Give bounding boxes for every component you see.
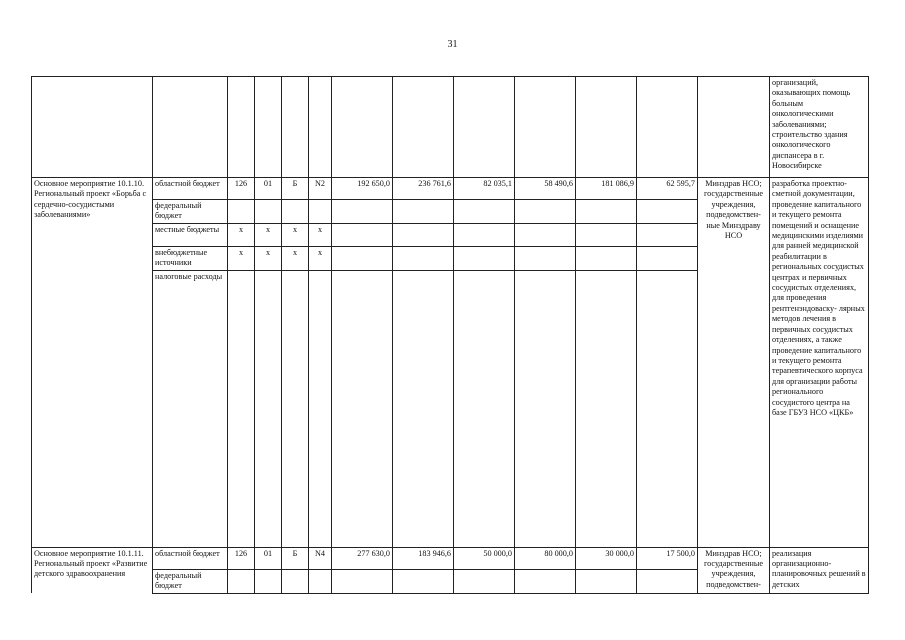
cell-source: областной бюджет [153,547,228,569]
cell-value: 62 595,7 [637,178,698,200]
cell-value [332,569,393,593]
cell-code: x [309,223,332,246]
cell-code: N4 [309,547,332,569]
cell-value: 30 000,0 [576,547,637,569]
cell-code [255,270,282,547]
cell-value: 192 650,0 [332,178,393,200]
table-row-continuation [32,77,869,178]
cell-value [454,569,515,593]
cell-code: 126 [228,547,255,569]
cell-value [332,270,393,547]
cell-value [454,246,515,270]
cell-value [576,200,637,224]
budget-table [31,76,869,594]
cell-code: 01 [255,178,282,200]
cell-measure-name: Основное мероприятие 10.1.11. Региональный проект «Развитие детского здравоохранения [32,547,153,593]
cell-activity: разработка проектно- сметной документации, проведение капитального и текущего ремонта помещений и оснащение медицинскими изделиями для ранней медицинской реабилитации в региональных сосудистых центрах и первичных сосудистых отделениях, для проведения рентгенэндоваску- лярных методов лечения в первичных сосудистых отделениях, а также проведение капитального и текущего ремонта терапевтического корпуса для организации работы регионального сосудистого центра на базе ГБУЗ НСО «ЦКБ» [770,178,869,548]
cell-code [255,200,282,224]
cell-source-empty [153,77,228,178]
cell-value [515,223,576,246]
cell-activity: реализация организационно- планировочных решений в детских [770,547,869,593]
cell-value: 58 490,6 [515,178,576,200]
cell-measure-name: Основное мероприятие 10.1.10. Региональный проект «Борьба с сердечно-сосудистыми заболеваниями» [32,178,153,548]
cell-code-empty [228,77,255,178]
cell-value: 277 630,0 [332,547,393,569]
cell-name-empty [32,77,153,178]
cell-value [454,223,515,246]
cell-activity-continued: организаций, оказывающих помощь больным онкологическими заболеваниями; строительство здания онкологического диспансера в г. Новосибирске [770,77,869,178]
cell-value [637,246,698,270]
cell-value [332,223,393,246]
cell-source: налоговые расходы [153,270,228,547]
table-row-10-1-11-regional [32,547,869,569]
cell-code [282,270,309,547]
cell-value [515,270,576,547]
cell-source: областной бюджет [153,178,228,200]
cell-value [637,223,698,246]
cell-value [576,246,637,270]
cell-value [393,270,454,547]
cell-code: x [228,223,255,246]
cell-value [637,569,698,593]
cell-value-empty [393,77,454,178]
cell-value-empty [637,77,698,178]
cell-value [332,246,393,270]
cell-code: Б [282,547,309,569]
cell-code: x [255,246,282,270]
cell-source: местные бюджеты [153,223,228,246]
cell-value-empty [454,77,515,178]
cell-responsible: Минздрав НСО; государственные учреждения, подведомствен- [698,547,770,593]
cell-value: 82 035,1 [454,178,515,200]
cell-code [309,569,332,593]
cell-code: 126 [228,178,255,200]
cell-source: федеральный бюджет [153,569,228,593]
cell-value [454,270,515,547]
cell-value [393,223,454,246]
cell-code [309,270,332,547]
cell-value: 17 500,0 [637,547,698,569]
cell-code [228,200,255,224]
cell-code [282,200,309,224]
cell-code [282,569,309,593]
cell-value [393,200,454,224]
cell-code [228,569,255,593]
cell-value-empty [332,77,393,178]
page-number: 31 [447,39,458,50]
cell-value-empty [515,77,576,178]
cell-code-empty [309,77,332,178]
cell-responsible: Минздрав НСО; государственные учреждения, подведомствен- ные Минздраву НСО [698,178,770,548]
cell-value: 181 086,9 [576,178,637,200]
cell-value [393,569,454,593]
cell-value: 80 000,0 [515,547,576,569]
cell-value: 183 946,6 [393,547,454,569]
cell-code: x [309,246,332,270]
cell-code [309,200,332,224]
cell-value [515,246,576,270]
cell-value-empty [576,77,637,178]
cell-source: федеральный бюджет [153,200,228,224]
table-row-10-1-10-regional [32,178,869,200]
cell-value [515,200,576,224]
cell-code: 01 [255,547,282,569]
cell-code [255,569,282,593]
cell-value [637,270,698,547]
cell-code [228,270,255,547]
cell-value [637,200,698,224]
cell-value: 236 761,6 [393,178,454,200]
cell-code-empty [282,77,309,178]
cell-responsible-empty [698,77,770,178]
cell-value [454,200,515,224]
cell-code: N2 [309,178,332,200]
cell-value [515,569,576,593]
cell-value [332,200,393,224]
cell-value [576,569,637,593]
cell-code: x [282,246,309,270]
cell-value: 50 000,0 [454,547,515,569]
cell-source: внебюджетные источники [153,246,228,270]
cell-code: Б [282,178,309,200]
cell-value [576,270,637,547]
cell-code-empty [255,77,282,178]
cell-code: x [228,246,255,270]
cell-value [576,223,637,246]
cell-code: x [255,223,282,246]
cell-code: x [282,223,309,246]
cell-value [393,246,454,270]
